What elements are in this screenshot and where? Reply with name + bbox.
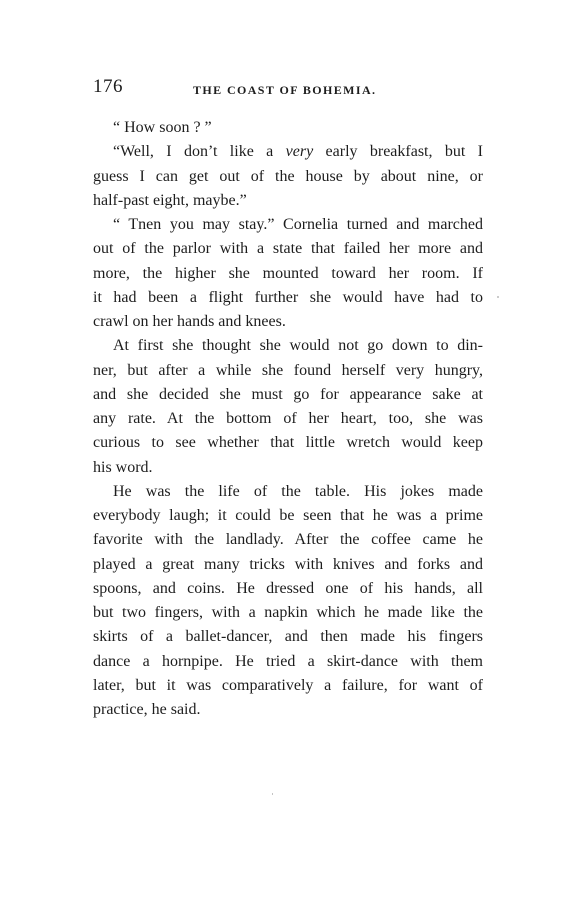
text-line: dance a hornpipe. He tried a skirt-dance with them [93, 652, 483, 670]
page-number: 176 [93, 76, 123, 97]
text-line: any rate. At the bottom of her heart, too, she was [93, 410, 483, 427]
text-run: early breakfast, but I [313, 143, 483, 161]
body-text [93, 116, 483, 722]
text-line: crawl on her hands and knees. [93, 313, 286, 330]
text-line: more, the higher she mounted toward her room. If [93, 264, 483, 282]
text-line: At first she thought she would not go down to din- [113, 337, 483, 355]
text-run: “Well, I don’t like a [113, 143, 286, 161]
paragraph [93, 116, 483, 140]
italic-word: very [285, 143, 314, 161]
text-line: it had been a flight further she would have had to [93, 288, 483, 306]
paragraph [93, 334, 483, 480]
paper-speck [497, 296, 499, 298]
text-line: ner, but after a while she found herself very hungry, [93, 361, 483, 379]
text-line: but two fingers, with a napkin which he made like the [93, 604, 483, 621]
paper-speck [272, 793, 273, 795]
paragraph [93, 480, 483, 723]
text-line: “ How soon ? ” [113, 119, 212, 136]
running-title: THE COAST OF BOHEMIA. [193, 83, 377, 97]
text-line: later, but it was comparatively a failure, for want of [93, 676, 483, 694]
text-line: curious to see whether that little wretch would keep [93, 434, 483, 452]
text-line [93, 140, 483, 164]
text-line: and she decided she must go for appearance sake at [93, 385, 483, 403]
paragraph [93, 213, 483, 334]
text-line: everybody laugh; it could be seen that he was a prime [93, 507, 483, 524]
text-line: skirts of a ballet-dancer, and then made his fingers [93, 628, 483, 646]
paragraph [93, 140, 483, 213]
text-line: “ Tnen you may stay.” Cornelia turned and marched [113, 216, 483, 233]
text-line: guess I can get out of the house by about nine, or [93, 167, 483, 185]
text-line: half-past eight, maybe.” [93, 191, 247, 209]
text-line: played a great many tricks with knives and forks and [93, 555, 483, 573]
text-line: spoons, and coins. He dressed one of his hands, all [93, 579, 483, 597]
text-line: his word. [93, 458, 153, 476]
text-line: favorite with the landlady. After the coffee came he [93, 531, 483, 549]
text-line: practice, he said. [93, 701, 201, 718]
text-line: He was the life of the table. His jokes made [113, 482, 483, 500]
text-line: out of the parlor with a state that failed her more and [93, 240, 483, 258]
